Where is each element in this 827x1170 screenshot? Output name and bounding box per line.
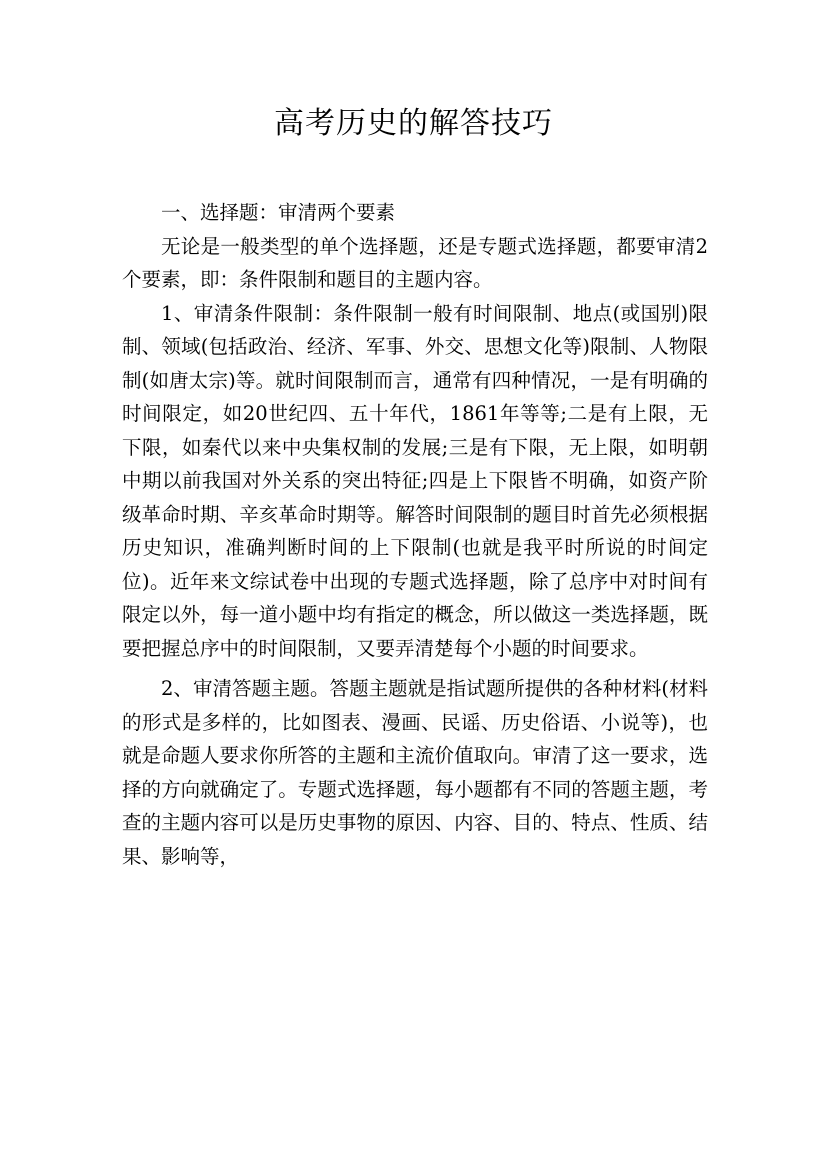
document-body <box>122 196 708 873</box>
paragraph-answer-theme: 2、审清答题主题。答题主题就是指试题所提供的各种材料(材料的形式是多样的，比如图表、漫画、民谣、历史俗语、小说等)，也就是命题人要求你所答的主题和主流价值取向。审清了这一要求，选择的方向就确定了。专题式选择题，每小题都有不同的答题主题，考查的主题内容可以是历史事物的原因、内容、目的、特点、性质、结果、影响等， <box>122 677 708 868</box>
paragraph-intro: 无论是一般类型的单个选择题，还是专题式选择题，都要审清2个要素，即：条件限制和题目的主题内容。 <box>122 234 708 291</box>
document-title: 高考历史的解答技巧 <box>274 106 553 141</box>
section-heading-choice-questions: 一、选择题：审清两个要素 <box>161 201 396 224</box>
paragraph-condition-limits: 1、审清条件限制：条件限制一般有时间限制、地点(或国别)限制、领域(包括政治、经济、军事、外交、思想文化等)限制、人物限制(如唐太宗)等。就时间限制而言，通常有四种情况，一是有明确的时间限定，如20世纪四、五十年代，1861年等等;二是有上限，无下限，如秦代以来中央集权制的发展;三是有下限，无上限，如明朝中期以前我国对外关系的突出特征;四是上下限皆不明确，如资产阶级革命时期、辛亥革命时期等。解答时间限制的题目时首先必须根据历史知识，准确判断时间的上下限制(也就是我平时所说的时间定位)。近年来文综试卷中出现的专题式选择题，除了总序中对时间有限定以外，每一道小题中均有指定的概念，所以做这一类选择题，既要把握总序中的时间限制，又要弄清楚每个小题的时间要求。 <box>122 301 708 660</box>
